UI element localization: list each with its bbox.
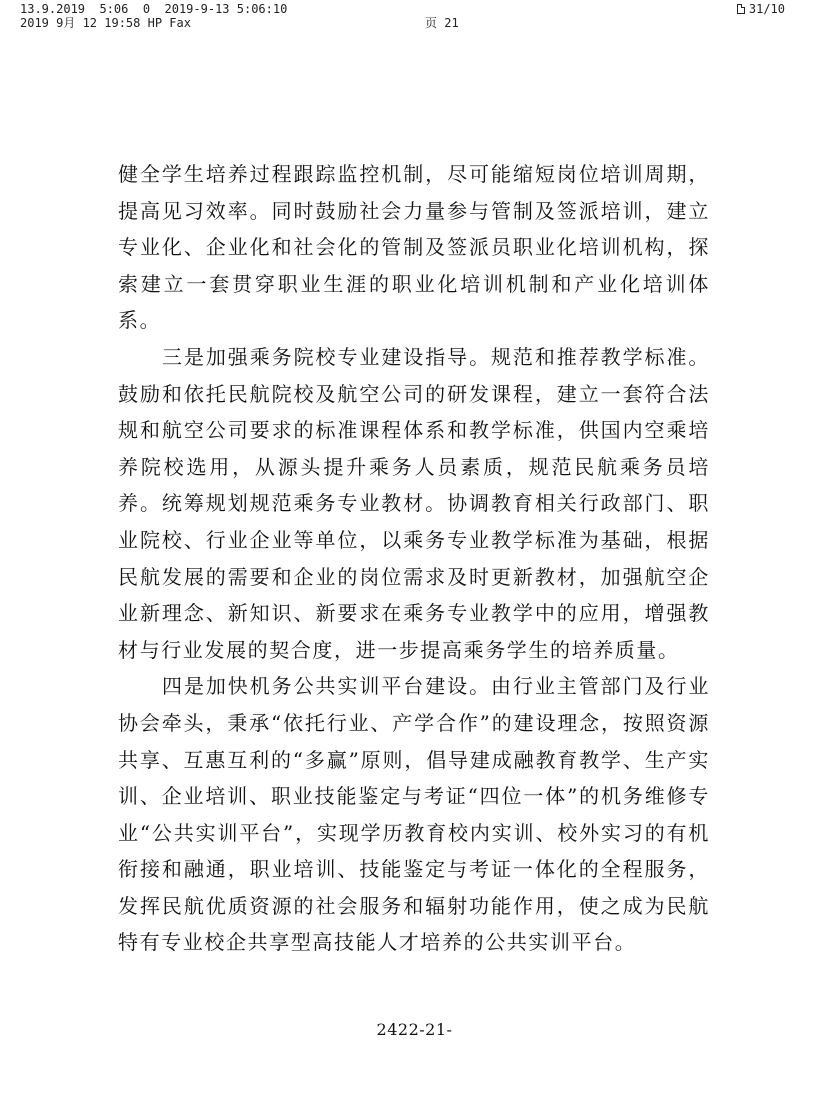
paragraph-continuation: 健全学生培养过程跟踪监控机制，尽可能缩短岗位培训周期，提高见习效率。同时鼓励社会力量参与管制及签派培训，建立专业化、企业化和社会化的管制及签派员职业化培训机构，探索建立一套贯穿职业生涯的职业化培训机制和产业化培训体系。	[118, 162, 710, 333]
document-body	[118, 156, 710, 961]
fax-header-line-2: 2019 9月 12 19:58 HP Fax	[20, 16, 191, 30]
page-number: 2422-21-	[376, 1020, 453, 1039]
fax-page-counter	[737, 2, 785, 16]
paragraph-cabin-crew-training: 三是加强乘务院校专业建设指导。规范和推荐教学标准。鼓励和依托民航院校及航空公司的研发课程，建立一套符合法规和航空公司要求的标准课程体系和教学标准，供国内空乘培养院校选用，从源头提升乘务人员素质，规范民航乘务员培养。统筹规划规范乘务专业教材。协调教育相关行政部门、职业院校、行业企业等单位，以乘务专业教学标准为基础，根据民航发展的需要和企业的岗位需求及时更新教材，加强航空企业新理念、新知识、新要求在乘务专业教学中的应用，增强教材与行业发展的契合度，进一步提高乘务学生的培养质量。	[118, 344, 710, 662]
fax-page-counter-text: 31/10	[748, 2, 785, 16]
fax-page-label: 页 21	[425, 16, 459, 30]
paragraph-maintenance-training-platform: 四是加快机务公共实训平台建设。由行业主管部门及行业协会牵头，秉承“依托行业、产学合作”的建设理念，按照资源共享、互惠互利的“多赢”原则，倡导建成融教育教学、生产实训、企业培训、职业技能鉴定与考证“四位一体”的机务维修专业“公共实训平台”，实现学历教育校内实训、校外实习的有机衔接和融通，职业培训、技能鉴定与考证一体化的全程服务，发挥民航优质资源的社会服务和辐射功能作用，使之成为民航特有专业校企共享型高技能人才培养的公共实训平台。	[118, 674, 710, 955]
fax-header-line-1: 13.9.2019 5:06 0 2019-9-13 5:06:10	[20, 2, 288, 16]
document-icon	[737, 4, 745, 14]
